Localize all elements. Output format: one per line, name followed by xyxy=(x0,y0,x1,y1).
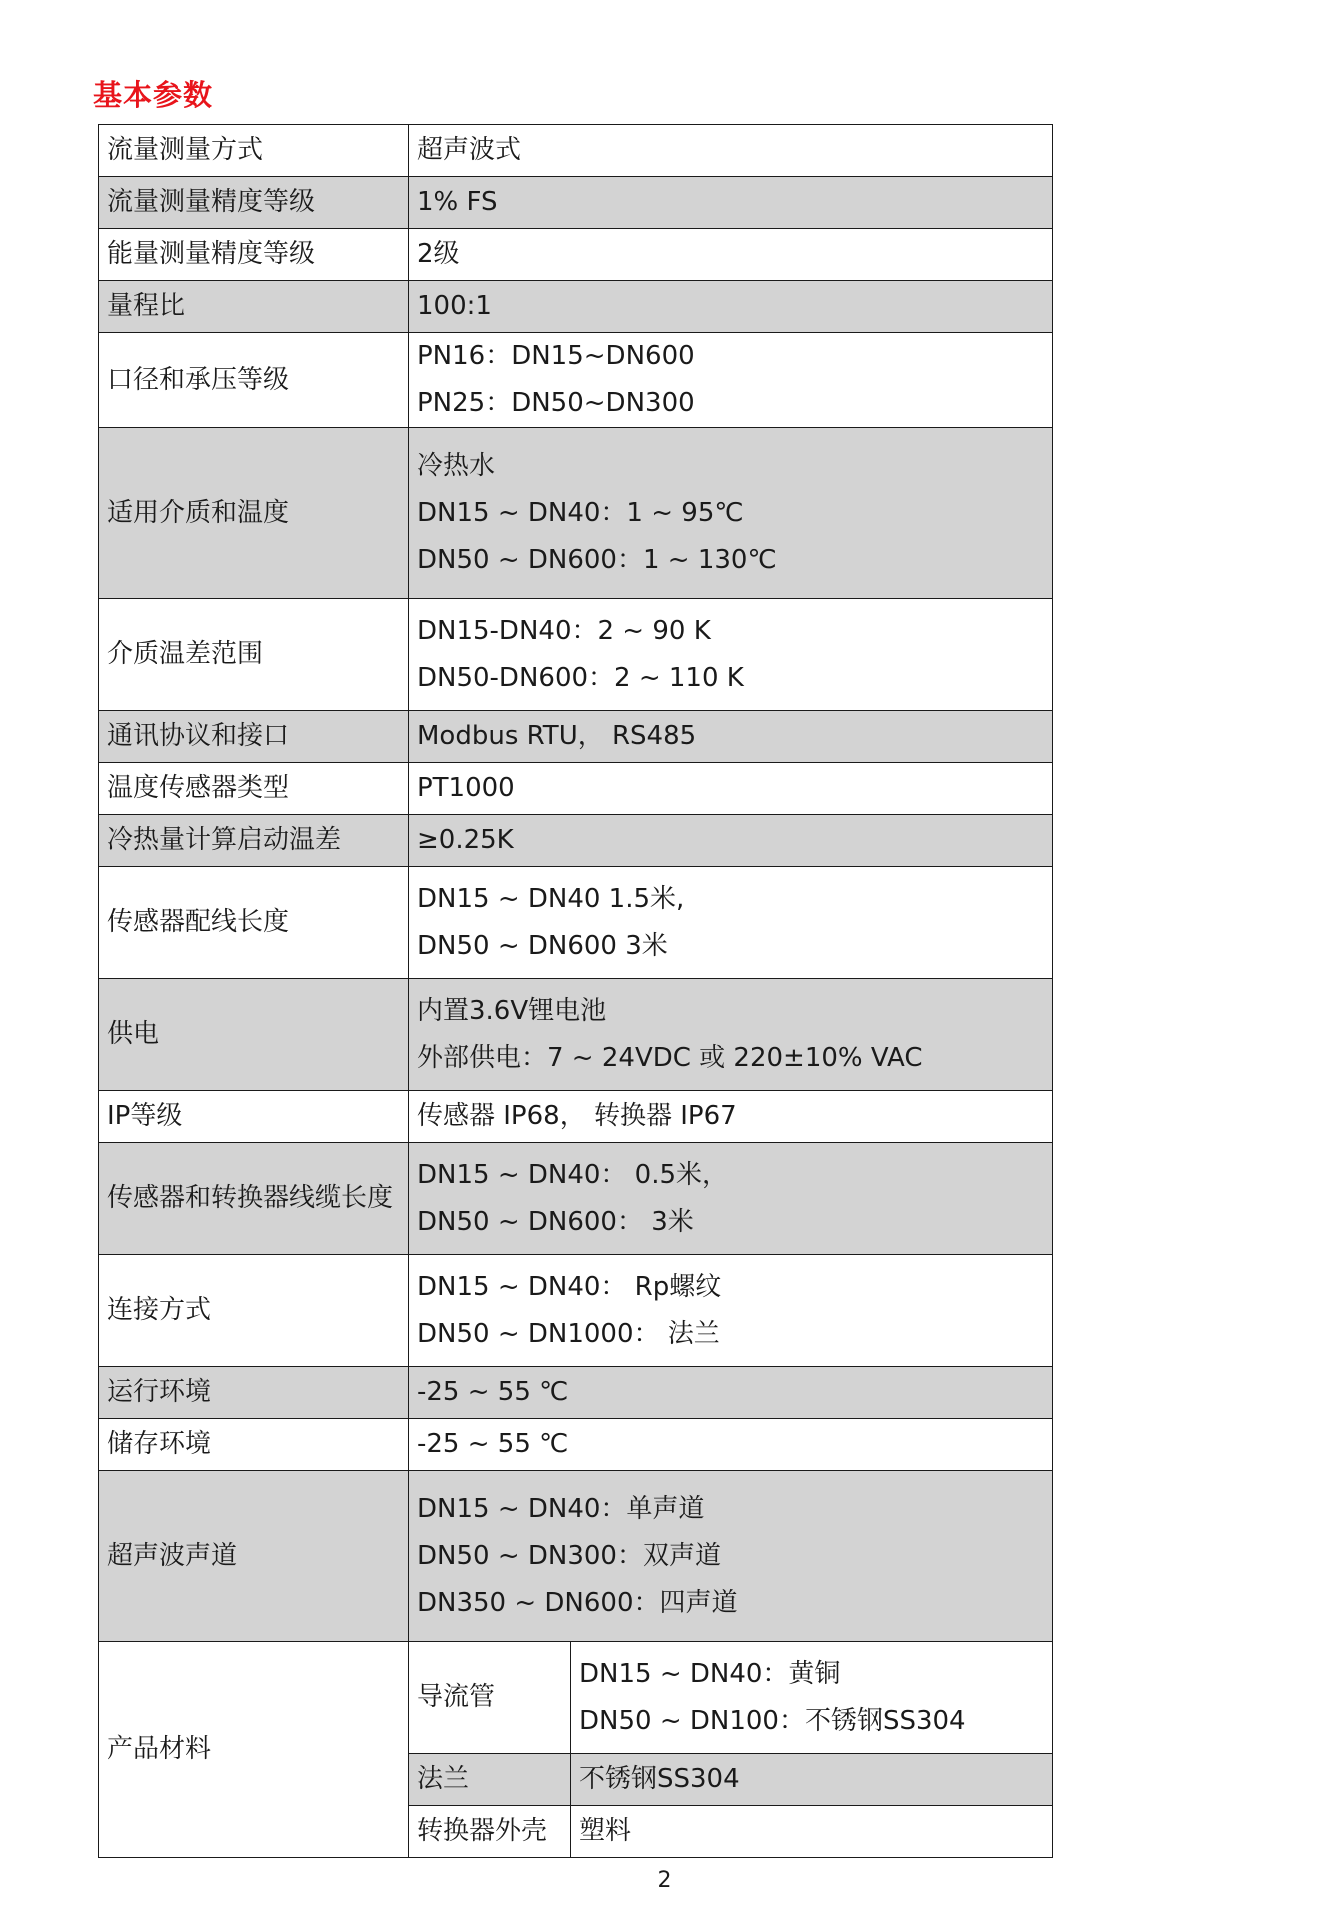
row-label: 能量测量精度等级 xyxy=(99,229,409,281)
table-row xyxy=(99,867,1053,979)
table-row xyxy=(99,333,1053,428)
sub-row-label: 转换器外壳 xyxy=(409,1806,571,1858)
table-row xyxy=(99,711,1053,763)
table-row xyxy=(99,281,1053,333)
row-label: 冷热量计算启动温差 xyxy=(99,815,409,867)
row-label: 传感器配线长度 xyxy=(99,867,409,979)
table-row xyxy=(99,1143,1053,1255)
value-line: DN50 ~ DN1000： 法兰 xyxy=(417,1318,720,1349)
row-value xyxy=(409,1471,1053,1642)
row-value xyxy=(409,428,1053,599)
table-row xyxy=(99,428,1053,599)
value-line: PN16：DN15~DN600 xyxy=(417,341,695,371)
row-value: 2级 xyxy=(409,229,1053,281)
table-row xyxy=(99,1642,1053,1754)
row-label: 流量测量精度等级 xyxy=(99,177,409,229)
table-row xyxy=(99,229,1053,281)
sub-row-label: 导流管 xyxy=(409,1642,571,1754)
row-label: 运行环境 xyxy=(99,1367,409,1419)
row-value xyxy=(409,979,1053,1091)
row-label: 储存环境 xyxy=(99,1419,409,1471)
table-row xyxy=(99,1471,1053,1642)
value-line: DN15 ~ DN40：黄铜 xyxy=(579,1658,841,1689)
table-row xyxy=(99,815,1053,867)
table-row xyxy=(99,1419,1053,1471)
row-value: 超声波式 xyxy=(409,125,1053,177)
row-value: Modbus RTU， RS485 xyxy=(409,711,1053,763)
row-value xyxy=(409,333,1053,428)
page-number: 2 xyxy=(657,1868,672,1893)
value-line: DN15 ~ DN40：单声道 xyxy=(417,1493,705,1524)
value-line: DN50 ~ DN600：1 ~ 130℃ xyxy=(417,544,777,575)
row-value xyxy=(409,1143,1053,1255)
value-line: DN15-DN40：2 ~ 90 K xyxy=(417,615,711,646)
row-label: 温度传感器类型 xyxy=(99,763,409,815)
value-line: 冷热水 xyxy=(417,450,496,481)
value-line: DN50 ~ DN300：双声道 xyxy=(417,1540,721,1571)
value-line: PN25：DN50~DN300 xyxy=(417,388,695,418)
table-row xyxy=(99,1255,1053,1367)
table-row xyxy=(99,763,1053,815)
row-label: 流量测量方式 xyxy=(99,125,409,177)
row-label: 通讯协议和接口 xyxy=(99,711,409,763)
row-label: 适用介质和温度 xyxy=(99,428,409,599)
row-value: -25 ~ 55 ℃ xyxy=(409,1419,1053,1471)
value-line: DN50 ~ DN600： 3米 xyxy=(417,1206,694,1237)
value-line: DN50-DN600：2 ~ 110 K xyxy=(417,662,744,693)
row-label: 传感器和转换器线缆长度 xyxy=(99,1143,409,1255)
row-value: 1% FS xyxy=(409,177,1053,229)
table-row xyxy=(99,177,1053,229)
table-row xyxy=(99,599,1053,711)
row-label: IP等级 xyxy=(99,1091,409,1143)
row-value: PT1000 xyxy=(409,763,1053,815)
table-row xyxy=(99,979,1053,1091)
row-label: 连接方式 xyxy=(99,1255,409,1367)
row-value: 100:1 xyxy=(409,281,1053,333)
sub-row-value: 塑料 xyxy=(571,1806,1053,1858)
row-label: 产品材料 xyxy=(99,1642,409,1858)
value-line: DN50 ~ DN600 3米 xyxy=(417,930,668,961)
table-row xyxy=(99,1091,1053,1143)
section-title: 基本参数 xyxy=(93,78,214,112)
row-value: -25 ~ 55 ℃ xyxy=(409,1367,1053,1419)
spec-table xyxy=(98,124,1053,1858)
sub-row-label: 法兰 xyxy=(409,1754,571,1806)
row-label: 供电 xyxy=(99,979,409,1091)
value-line: 内置3.6V锂电池 xyxy=(417,995,607,1026)
row-label: 超声波声道 xyxy=(99,1471,409,1642)
value-line: DN15 ~ DN40： 0.5米， xyxy=(417,1159,729,1190)
row-value xyxy=(409,867,1053,979)
row-value: ≥0.25K xyxy=(409,815,1053,867)
row-label: 口径和承压等级 xyxy=(99,333,409,428)
value-line: DN350 ~ DN600：四声道 xyxy=(417,1587,738,1618)
value-line: DN15 ~ DN40：1 ~ 95℃ xyxy=(417,497,744,528)
row-label: 量程比 xyxy=(99,281,409,333)
row-value xyxy=(409,599,1053,711)
value-line: DN15 ~ DN40 1.5米, xyxy=(417,883,685,914)
value-line: 外部供电：7 ~ 24VDC 或 220±10% VAC xyxy=(417,1042,923,1073)
row-label: 介质温差范围 xyxy=(99,599,409,711)
table-row xyxy=(99,125,1053,177)
table-row xyxy=(99,1367,1053,1419)
row-value: 传感器 IP68， 转换器 IP67 xyxy=(409,1091,1053,1143)
sub-row-value: 不锈钢SS304 xyxy=(571,1754,1053,1806)
row-value xyxy=(409,1255,1053,1367)
value-line: DN50 ~ DN100：不锈钢SS304 xyxy=(579,1705,966,1736)
value-line: DN15 ~ DN40： Rp螺纹 xyxy=(417,1271,722,1302)
sub-row-value xyxy=(571,1642,1053,1754)
